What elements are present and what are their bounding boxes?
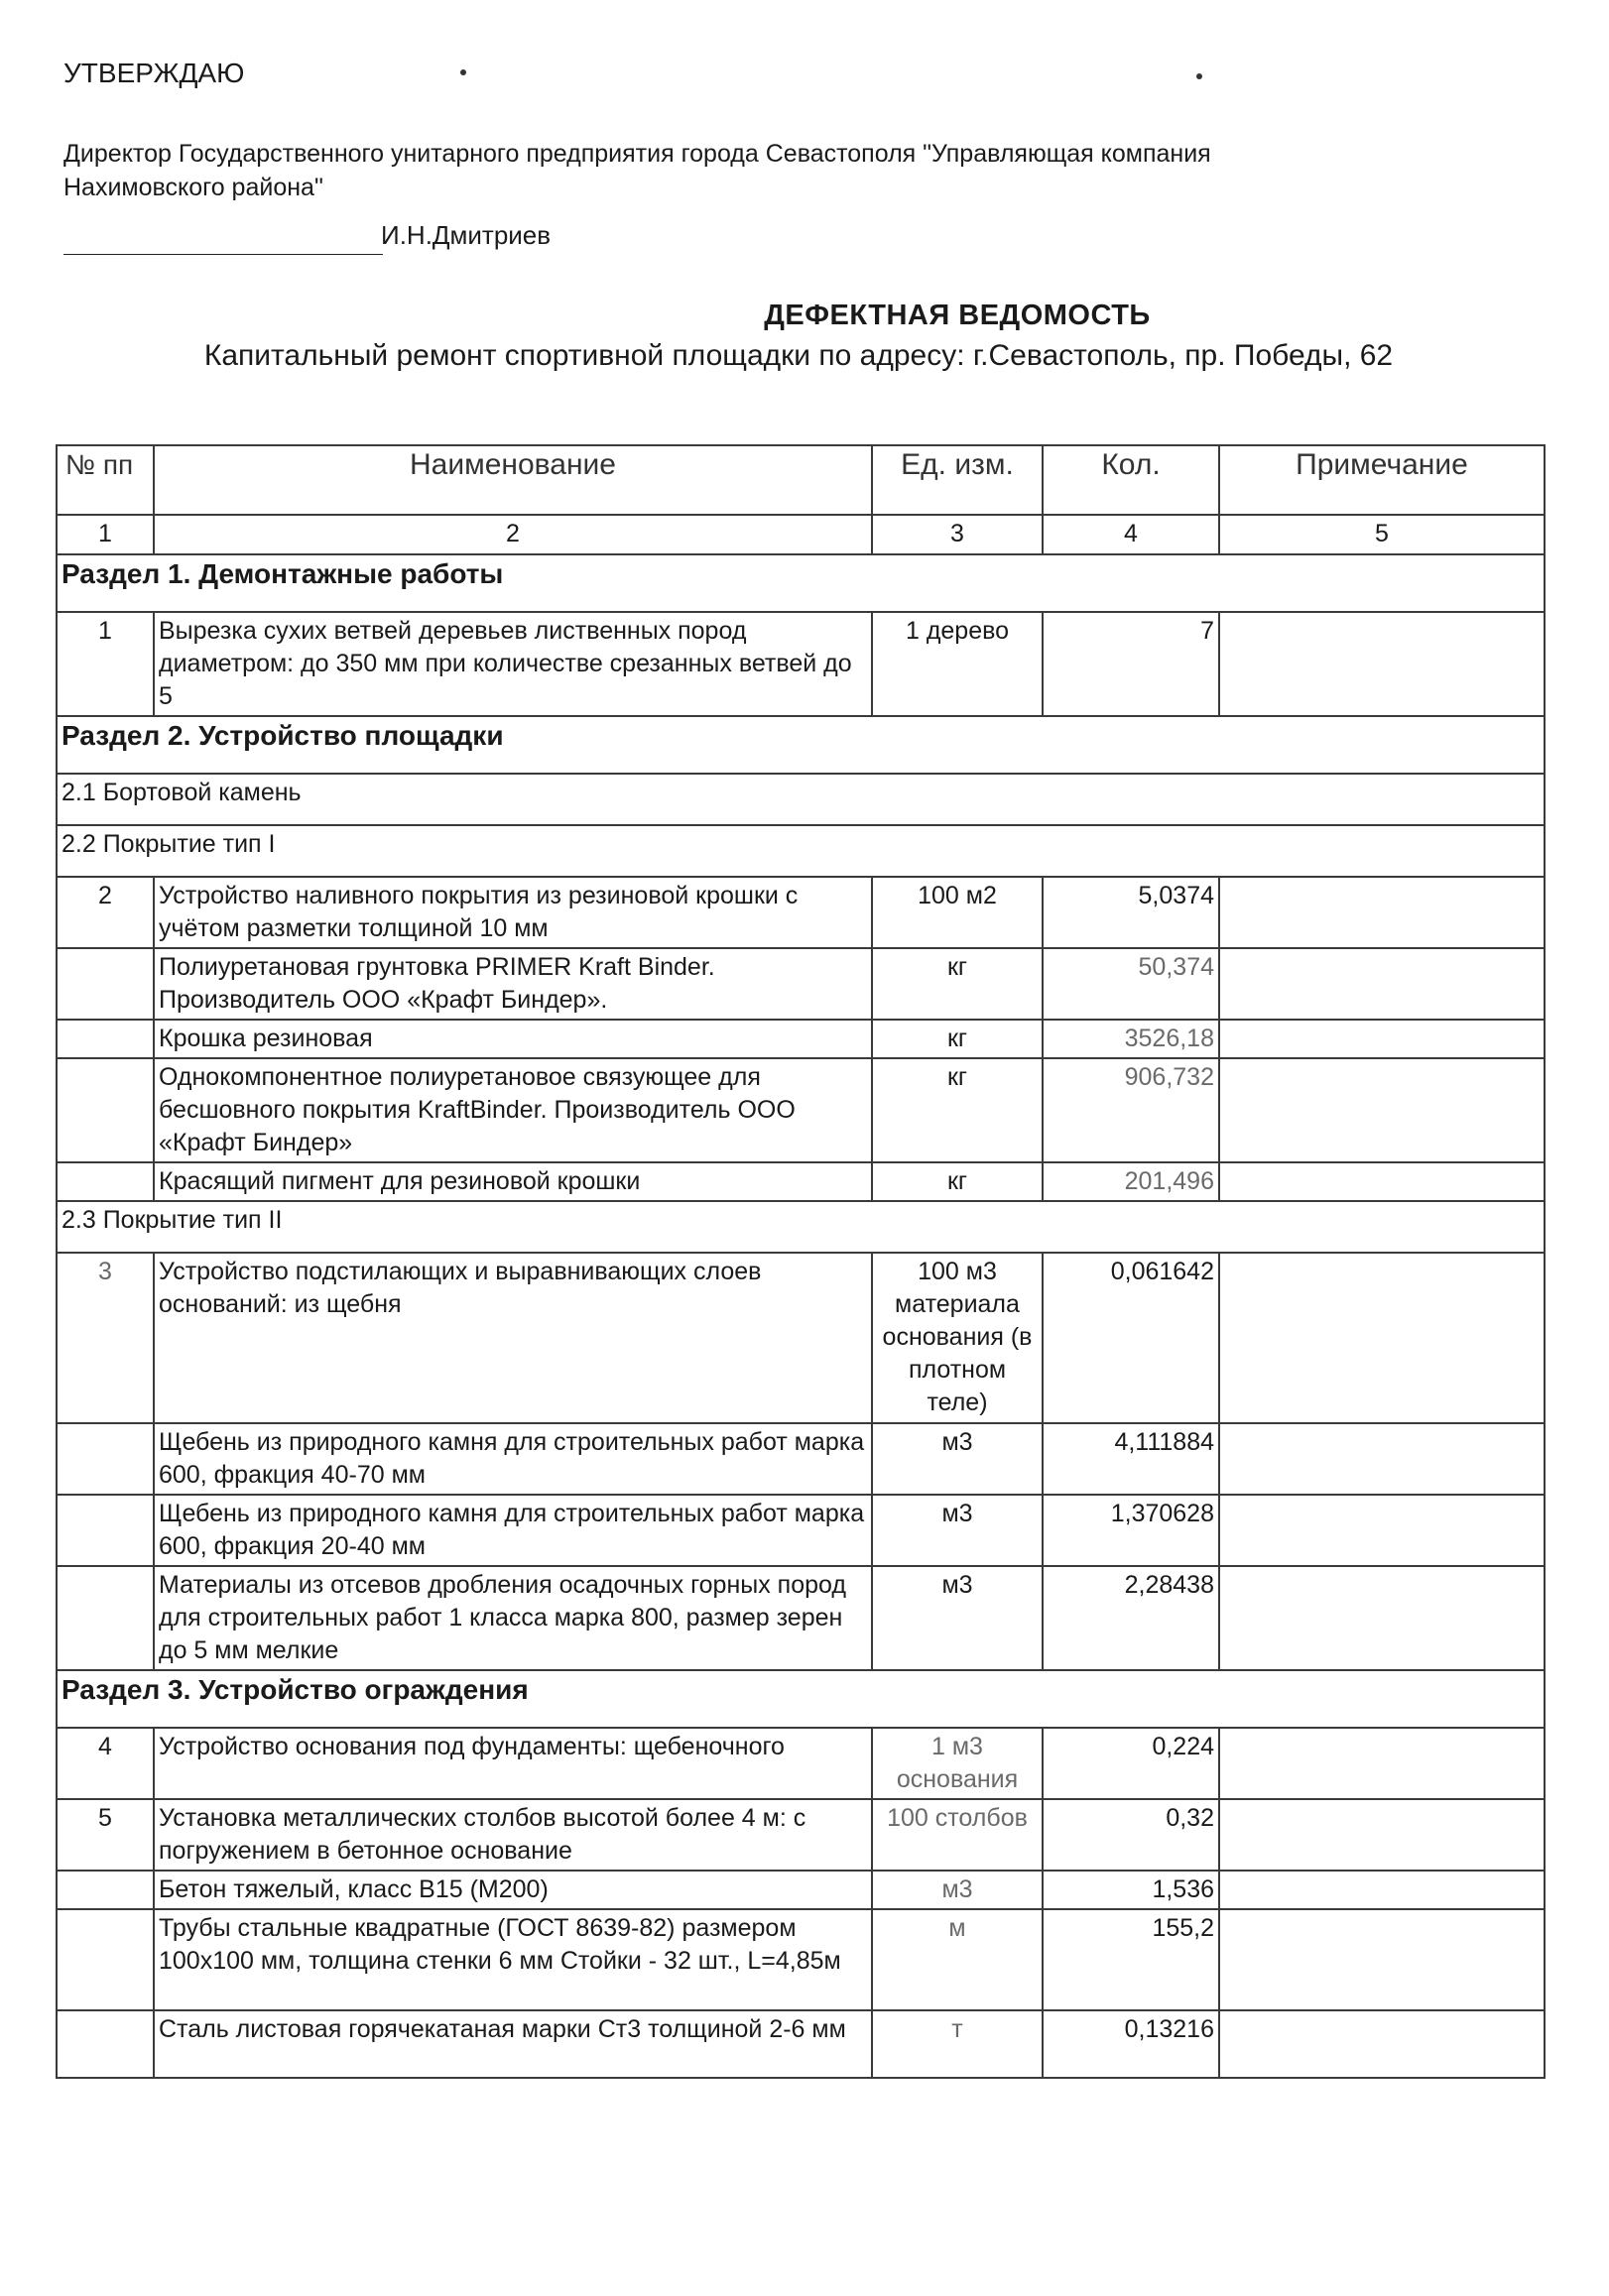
row-unit: кг (872, 1162, 1043, 1201)
scan-speck (1196, 73, 1202, 79)
table-row (57, 1162, 1545, 1201)
section-title: Раздел 3. Устройство ограждения (57, 1670, 1545, 1728)
column-index: 5 (1219, 515, 1545, 554)
subsection-row (57, 1201, 1545, 1253)
defect-table (56, 444, 1546, 2079)
row-number: 5 (57, 1799, 154, 1871)
row-quantity: 5,0374 (1043, 877, 1219, 948)
row-quantity: 0,224 (1043, 1728, 1219, 1799)
row-name: Крошка резиновая (154, 1020, 872, 1058)
row-name: Трубы стальные квадратные (ГОСТ 8639-82) размером 100х100 мм, толщина стенки 6 мм Стойки - 32 шт., L=4,85м (154, 1909, 872, 2010)
subsection-title: 2.2 Покрытие тип I (57, 825, 1545, 877)
row-number (57, 1566, 154, 1670)
row-name: Сталь листовая горячекатаная марки Ст3 толщиной 2-6 мм (154, 2010, 872, 2078)
header-note: Примечание (1219, 445, 1545, 515)
row-quantity: 155,2 (1043, 1909, 1219, 2010)
row-number: 1 (57, 612, 154, 716)
section-row (57, 716, 1545, 774)
subsection-row (57, 774, 1545, 825)
row-unit: кг (872, 1058, 1043, 1162)
organization-text: Директор Государственного унитарного предприятия города Севастополя "Управляющая компания Нахимовского района" (63, 140, 1211, 201)
row-quantity: 1,536 (1043, 1871, 1219, 1909)
table-row (57, 1728, 1545, 1799)
row-unit: кг (872, 948, 1043, 1020)
row-quantity: 0,13216 (1043, 2010, 1219, 2078)
row-note (1219, 1162, 1545, 1201)
header-name: Наименование (154, 445, 872, 515)
row-quantity: 50,374 (1043, 948, 1219, 1020)
row-note (1219, 948, 1545, 1020)
row-note (1219, 1058, 1545, 1162)
row-unit: м3 (872, 1566, 1043, 1670)
scan-speck (460, 69, 466, 75)
row-unit: 1 м3 основания (872, 1728, 1043, 1799)
row-number (57, 948, 154, 1020)
row-name: Бетон тяжелый, класс В15 (М200) (154, 1871, 872, 1909)
table-row (57, 1909, 1545, 2010)
document-subtitle: Капитальный ремонт спортивной площадки по адресу: г.Севастополь, пр. Победы, 62 (203, 339, 1394, 372)
row-note (1219, 1253, 1545, 1423)
row-name: Полиуретановая грунтовка PRIMER Kraft Binder. Производитель ООО «Крафт Биндер». (154, 948, 872, 1020)
row-quantity: 906,732 (1043, 1058, 1219, 1162)
row-unit: кг (872, 1020, 1043, 1058)
row-quantity: 7 (1043, 612, 1219, 716)
row-quantity: 1,370628 (1043, 1495, 1219, 1566)
signature-line (63, 254, 383, 255)
row-unit: 100 м3 материала основания (в плотном теле) (872, 1253, 1043, 1423)
header-number: № пп (57, 445, 154, 515)
section-title: Раздел 1. Демонтажные работы (57, 554, 1545, 612)
row-name: Устройство подстилающих и выравнивающих слоев оснований: из щебня (154, 1253, 872, 1423)
row-note (1219, 1728, 1545, 1799)
row-name: Красящий пигмент для резиновой крошки (154, 1162, 872, 1201)
row-unit: 100 столбов (872, 1799, 1043, 1871)
row-unit: т (872, 2010, 1043, 2078)
row-quantity: 4,111884 (1043, 1423, 1219, 1495)
row-number (57, 1162, 154, 1201)
row-name: Материалы из отсевов дробления осадочных горных пород для строительных работ 1 класса марка 800, размер зерен до 5 мм мелкие (154, 1566, 872, 1670)
table-row (57, 612, 1545, 716)
row-unit: 100 м2 (872, 877, 1043, 948)
row-name: Установка металлических столбов высотой более 4 м: с погружением в бетонное основание (154, 1799, 872, 1871)
subsection-title: 2.1 Бортовой камень (57, 774, 1545, 825)
table-row (57, 1253, 1545, 1423)
row-number (57, 1423, 154, 1495)
row-number: 3 (57, 1253, 154, 1423)
row-note (1219, 1495, 1545, 1566)
table-row (57, 1799, 1545, 1871)
column-index-row (57, 515, 1545, 554)
row-quantity: 2,28438 (1043, 1566, 1219, 1670)
row-number (57, 1020, 154, 1058)
subsection-row (57, 825, 1545, 877)
signer-name: И.Н.Дмитриев (381, 220, 552, 250)
row-number (57, 1909, 154, 2010)
approve-heading: УТВЕРЖДАЮ (63, 58, 245, 88)
document-title: ДЕФЕКТНАЯ ВЕДОМОСТЬ (764, 300, 1151, 331)
row-name: Устройство наливного покрытия из резиновой крошки с учётом разметки толщиной 10 мм (154, 877, 872, 948)
row-note (1219, 1909, 1545, 2010)
table-row (57, 948, 1545, 1020)
row-note (1219, 1423, 1545, 1495)
table-row (57, 1058, 1545, 1162)
row-number: 2 (57, 877, 154, 948)
row-number: 4 (57, 1728, 154, 1799)
row-number (57, 1058, 154, 1162)
table-row (57, 1871, 1545, 1909)
row-unit: 1 дерево (872, 612, 1043, 716)
row-note (1219, 612, 1545, 716)
row-note (1219, 1566, 1545, 1670)
row-unit: м3 (872, 1871, 1043, 1909)
row-unit: м (872, 1909, 1043, 2010)
table-row (57, 2010, 1545, 2078)
row-name: Устройство основания под фундаменты: щебеночного (154, 1728, 872, 1799)
section-title: Раздел 2. Устройство площадки (57, 716, 1545, 774)
column-index: 3 (872, 515, 1043, 554)
row-name: Щебень из природного камня для строительных работ марка 600, фракция 20-40 мм (154, 1495, 872, 1566)
row-note (1219, 1799, 1545, 1871)
row-number (57, 2010, 154, 2078)
row-note (1219, 877, 1545, 948)
subsection-title: 2.3 Покрытие тип II (57, 1201, 1545, 1253)
row-note (1219, 1871, 1545, 1909)
table-row (57, 1020, 1545, 1058)
row-unit: м3 (872, 1495, 1043, 1566)
row-note (1219, 2010, 1545, 2078)
section-row (57, 554, 1545, 612)
row-number (57, 1871, 154, 1909)
table-row (57, 877, 1545, 948)
row-name: Однокомпонентное полиуретановое связующее для бесшовного покрытия KraftBinder. Производитель ООО «Крафт Биндер» (154, 1058, 872, 1162)
column-index: 1 (57, 515, 154, 554)
table-row (57, 1566, 1545, 1670)
column-index: 2 (154, 515, 872, 554)
row-quantity: 201,496 (1043, 1162, 1219, 1201)
row-unit: м3 (872, 1423, 1043, 1495)
section-row (57, 1670, 1545, 1728)
table-row (57, 1495, 1545, 1566)
row-name: Щебень из природного камня для строительных работ марка 600, фракция 40-70 мм (154, 1423, 872, 1495)
row-name: Вырезка сухих ветвей деревьев лиственных пород диаметром: до 350 мм при количестве срезанных ветвей до 5 (154, 612, 872, 716)
table-row (57, 1423, 1545, 1495)
row-quantity: 0,32 (1043, 1799, 1219, 1871)
row-quantity: 0,061642 (1043, 1253, 1219, 1423)
table-header-row (57, 445, 1545, 515)
row-note (1219, 1020, 1545, 1058)
header-unit: Ед. изм. (872, 445, 1043, 515)
header-quantity: Кол. (1043, 445, 1219, 515)
column-index: 4 (1043, 515, 1219, 554)
row-quantity: 3526,18 (1043, 1020, 1219, 1058)
row-number (57, 1495, 154, 1566)
